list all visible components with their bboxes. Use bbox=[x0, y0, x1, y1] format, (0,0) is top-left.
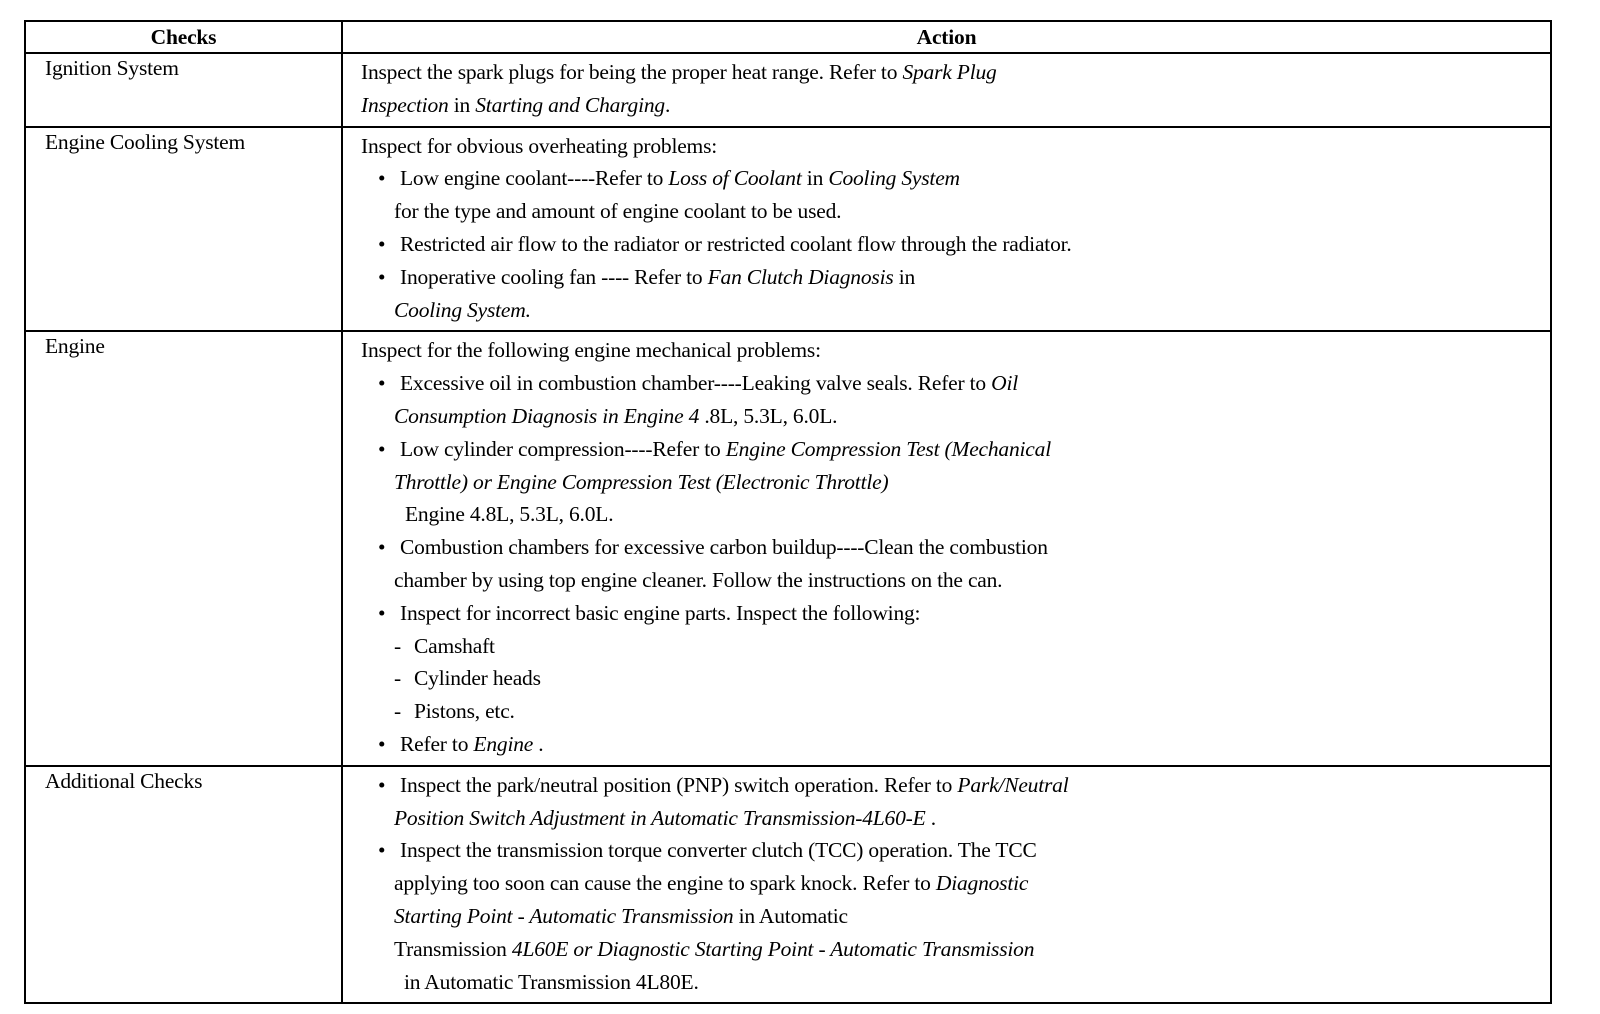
reference-link: Oil bbox=[991, 371, 1019, 396]
reference-link: Throttle) or Engine Compression Test (Electronic Throttle) bbox=[394, 469, 889, 494]
action-header: Action bbox=[342, 21, 1551, 53]
bullet-icon: • bbox=[378, 371, 386, 396]
bullet-continuation: for the type and amount of engine coolant to be used. bbox=[394, 199, 842, 224]
bullet-item: • Low cylinder compression----Refer to Engine Compression Test (Mechanical bbox=[343, 433, 1542, 466]
bullet-continuation: Starting Point - Automatic Transmission in Automatic bbox=[394, 903, 848, 928]
action-line: Inspect for obvious overheating problems: bbox=[361, 133, 718, 158]
bullet-item: • Inoperative cooling fan ---- Refer to Fan Clutch Diagnosis in bbox=[343, 261, 1542, 294]
header-row bbox=[25, 21, 1551, 53]
checks-header: Checks bbox=[25, 21, 342, 53]
dash-marker: - bbox=[394, 666, 401, 691]
action-cell bbox=[342, 53, 1551, 127]
table-row bbox=[25, 766, 1551, 1004]
check-cell: Engine Cooling System bbox=[25, 127, 342, 332]
reference-link: Cooling System. bbox=[394, 297, 531, 322]
reference-link: 4L60E or Diagnostic Starting Point - Automatic Transmission bbox=[511, 936, 1035, 961]
action-line: Inspect the spark plugs for being the proper heat range. Refer to Spark Plug bbox=[361, 60, 997, 84]
bullet-continuation: Position Switch Adjustment in Automatic Transmission-4L60-E . bbox=[394, 805, 936, 830]
action-line: Inspection in Starting and Charging. bbox=[361, 92, 671, 117]
reference-link: Starting Point - Automatic Transmission bbox=[394, 903, 734, 928]
reference-link: Fan Clutch Diagnosis bbox=[707, 264, 894, 289]
dash-marker: - bbox=[394, 633, 401, 658]
check-cell: Ignition System bbox=[25, 53, 342, 127]
bullet-icon: • bbox=[378, 166, 386, 191]
reference-link: Position Switch Adjustment in Automatic Transmission-4L60-E bbox=[394, 805, 926, 830]
bullet-continuation: Engine 4.8L, 5.3L, 6.0L. bbox=[405, 502, 614, 527]
diagnostic-table bbox=[24, 20, 1552, 1004]
action-cell bbox=[342, 127, 1551, 332]
bullet-item: • Inspect for incorrect basic engine parts. Inspect the following: bbox=[343, 597, 1542, 630]
reference-link: Starting and Charging bbox=[475, 92, 665, 117]
bullet-item: • Excessive oil in combustion chamber----Leaking valve seals. Refer to Oil bbox=[343, 367, 1542, 400]
bullet-item: • Inspect the park/neutral position (PNP) switch operation. Refer to Park/Neutral bbox=[343, 769, 1542, 802]
action-line: Inspect for the following engine mechanical problems: bbox=[361, 338, 821, 363]
reference-link: Diagnostic bbox=[935, 871, 1029, 896]
table-row bbox=[25, 331, 1551, 765]
check-cell: Additional Checks bbox=[25, 766, 342, 1004]
dash-marker: - bbox=[394, 699, 401, 724]
bullet-continuation bbox=[343, 294, 1542, 327]
table-row bbox=[25, 127, 1551, 332]
bullet-continuation: Transmission 4L60E or Diagnostic Starting Point - Automatic Transmission bbox=[394, 936, 1035, 961]
bullet-icon: • bbox=[378, 838, 386, 863]
reference-link: Consumption Diagnosis in Engine 4 bbox=[394, 403, 700, 428]
dash-item: - Cylinder heads bbox=[343, 662, 1542, 695]
check-cell: Engine bbox=[25, 331, 342, 765]
reference-link: Cooling System bbox=[828, 166, 960, 191]
bullet-item: • Refer to Engine . bbox=[343, 728, 1542, 761]
bullet-icon: • bbox=[378, 600, 386, 625]
bullet-item: • Inspect the transmission torque converter clutch (TCC) operation. The TCC bbox=[343, 834, 1542, 867]
bullet-icon: • bbox=[378, 264, 386, 289]
action-cell bbox=[342, 766, 1551, 1004]
reference-link: Spark Plug bbox=[902, 60, 997, 84]
table-row bbox=[25, 53, 1551, 127]
bullet-icon: • bbox=[378, 436, 386, 461]
bullet-icon: • bbox=[378, 731, 386, 756]
bullet-continuation: applying too soon can cause the engine to spark knock. Refer to Diagnostic bbox=[394, 871, 1029, 896]
bullet-icon: • bbox=[378, 772, 386, 797]
reference-link: Park/Neutral bbox=[957, 772, 1069, 797]
bullet-continuation: in Automatic Transmission 4L80E. bbox=[404, 969, 699, 994]
bullet-continuation: chamber by using top engine cleaner. Follow the instructions on the can. bbox=[394, 567, 1003, 592]
bullet-icon: • bbox=[378, 231, 386, 256]
bullet-item: • Restricted air flow to the radiator or restricted coolant flow through the radiator. bbox=[343, 228, 1542, 261]
reference-link: Engine Compression Test (Mechanical bbox=[725, 436, 1051, 461]
action-cell bbox=[342, 331, 1551, 765]
reference-link: Engine bbox=[473, 731, 534, 756]
bullet-item: • Low engine coolant----Refer to Loss of Coolant in Cooling System bbox=[343, 162, 1542, 195]
reference-link: Loss of Coolant bbox=[668, 166, 802, 191]
bullet-item: • Combustion chambers for excessive carbon buildup----Clean the combustion bbox=[343, 531, 1542, 564]
reference-link: Inspection bbox=[361, 92, 449, 117]
bullet-continuation: Consumption Diagnosis in Engine 4 .8L, 5.3L, 6.0L. bbox=[394, 403, 838, 428]
bullet-continuation bbox=[343, 466, 1542, 499]
dash-item: - Camshaft bbox=[343, 630, 1542, 663]
dash-item: - Pistons, etc. bbox=[343, 695, 1542, 728]
bullet-icon: • bbox=[378, 535, 386, 560]
